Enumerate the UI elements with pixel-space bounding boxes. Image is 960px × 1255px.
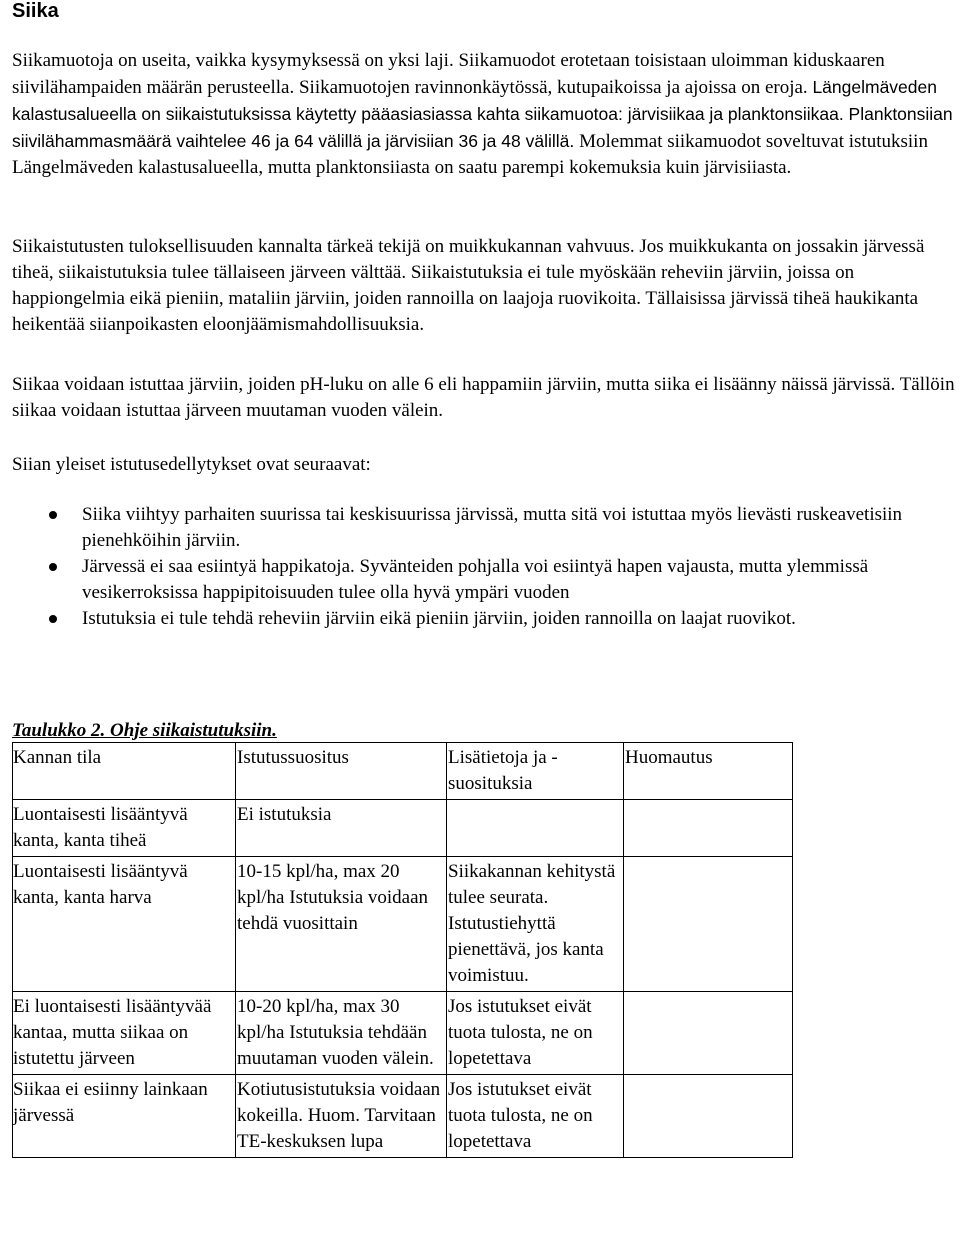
table-caption: Taulukko 2. Ohje siikaistutuksiin. [12, 720, 277, 741]
cell-text: Luontaisesti lisääntyvä kanta, kanta harva [13, 861, 188, 908]
cell-text: 10-15 kpl/ha, max 20 kpl/ha Istutuksia voidaan tehdä vuosittain [237, 861, 429, 934]
bullet-icon [49, 563, 57, 571]
paragraph-muikkukanta: Siikaistutusten tuloksellisuuden kannalta tärkeä tekijä on muikkukannan vahvuus. Jos muikkukanta on jossakin järvessä tiheä, siikaistutuksia tulee tällaiseen järveen välttää. Siikaistutuksia ei tule myöskään reheviin järviin, joissa on happiongelmia eikä pieniin, mataliin järviin, joiden rannoilla on laajoja ruovikoita. Tällaisissa järvissä tiheä haukikanta heikentää siianpoikasten eloonjäämismahdollisuuksia. [12, 236, 925, 335]
list-item-text: Istutuksia ei tule tehdä reheviin järviin eikä pieniin järviin, joiden rannoilla on laajat ruovikot. [82, 608, 796, 629]
table-header-row [13, 743, 793, 800]
paragraph-edellytykset-intro: Siian yleiset istutusedellytykset ovat seuraavat: [12, 454, 371, 475]
list-item-text: Siika viihtyy parhaiten suurissa tai keskisuurissa järvissä, mutta sitä voi istuttaa myös lievästi ruskeavetisiin pienehköihin järviin. [82, 504, 903, 551]
guidance-table [12, 742, 793, 1158]
header-text: Istutussuositus [237, 747, 349, 768]
header-text: Kannan tila [13, 747, 102, 768]
header-cell [624, 743, 793, 800]
list-item [12, 554, 958, 606]
cell-text: Ei luontaisesti lisääntyvää kantaa, mutta siikaa on istutettu järveen [13, 996, 212, 1069]
table-cell [624, 857, 793, 992]
table-row [13, 800, 793, 857]
paragraph-siikamuodot [12, 48, 958, 181]
list-item-text: Järvessä ei saa esiintyä happikatoja. Syvänteiden pohjalla voi esiintyä hapen vajausta, mutta ylemmissä vesikerroksissa happipitoisuuden tulee olla hyvä ympäri vuoden [82, 556, 869, 603]
bullet-icon [49, 615, 57, 623]
table-cell [236, 857, 447, 992]
table-cell [447, 800, 624, 857]
cell-text: Siikakannan kehitystä tulee seurata. Istutustiehyttä pienettävä, jos kanta voimistuu. [448, 861, 616, 986]
table-cell [624, 1075, 793, 1158]
cell-text: 10-20 kpl/ha, max 30 kpl/ha Istutuksia tehdään muutaman vuoden välein. [237, 996, 434, 1069]
cell-text: Siikaa ei esiinny lainkaan järvessä [13, 1079, 208, 1126]
paragraph-1-part-b: Längelmäveden kalastusalueella on siikaistutuksissa käytetty pääasiasiassa kahta siikamuotoa: järvisiikaa ja planktonsiikaa. Planktonsiian siivilähammasmäärä vaihtelee 46 ja 64 välillä ja järvisiian 36 ja 48 välillä. [12, 77, 953, 151]
table-cell [447, 992, 624, 1075]
cell-text: Jos istutukset eivät tuota tulosta, ne on lopetettava [448, 1079, 593, 1152]
table-cell [236, 992, 447, 1075]
header-text: Huomautus [625, 747, 713, 768]
table-cell [624, 992, 793, 1075]
header-text: Lisätietoja ja -suosituksia [448, 747, 558, 794]
list-item [12, 502, 958, 554]
paragraph-1-part-a: Siikamuotoja on useita, vaikka kysymyksessä on yksi laji. Siikamuodot erotetaan toisistaan uloimman kiduskaaren siivilähampaiden määrän perusteella. Siikamuotojen ravinnonkäytössä, kutupaikoissa ja ajoissa on eroja. [12, 50, 885, 98]
cell-text: Kotiutusistutuksia voidaan kokeilla. Huom. Tarvitaan TE-keskuksen lupa [237, 1079, 441, 1152]
list-item [12, 606, 958, 632]
cell-text: Jos istutukset eivät tuota tulosta, ne on lopetettava [448, 996, 593, 1069]
table-row [13, 992, 793, 1075]
bullet-icon [49, 511, 57, 519]
header-cell [447, 743, 624, 800]
table-cell [447, 857, 624, 992]
page-title: Siika [12, 0, 59, 22]
table-cell [13, 992, 236, 1075]
table-cell [447, 1075, 624, 1158]
cell-text: Luontaisesti lisääntyvä kanta, kanta tiheä [13, 804, 188, 851]
paragraph-ph-luku: Siikaa voidaan istuttaa järviin, joiden pH-luku on alle 6 eli happamiin järviin, mutta siika ei lisäänny näissä järvissä. Tällöin siikaa voidaan istuttaa järveen muutaman vuoden välein. [12, 374, 955, 421]
table-cell [624, 800, 793, 857]
header-cell [13, 743, 236, 800]
paragraph-1-part-c: Molemmat siikamuodot soveltuvat istutuksiin Längelmäveden kalastusalueella, mutta planktonsiiasta on saatu parempi kokemuksia kuin järvisiiasta. [12, 131, 928, 178]
document-page [12, 0, 958, 1152]
table-cell [13, 857, 236, 992]
table-row [13, 1075, 793, 1158]
table-cell [13, 800, 236, 857]
table-row [13, 857, 793, 992]
table-cell [236, 800, 447, 857]
table-cell [236, 1075, 447, 1158]
table-cell [13, 1075, 236, 1158]
header-cell [236, 743, 447, 800]
cell-text: Ei istutuksia [237, 804, 332, 825]
bullet-list [12, 502, 958, 632]
